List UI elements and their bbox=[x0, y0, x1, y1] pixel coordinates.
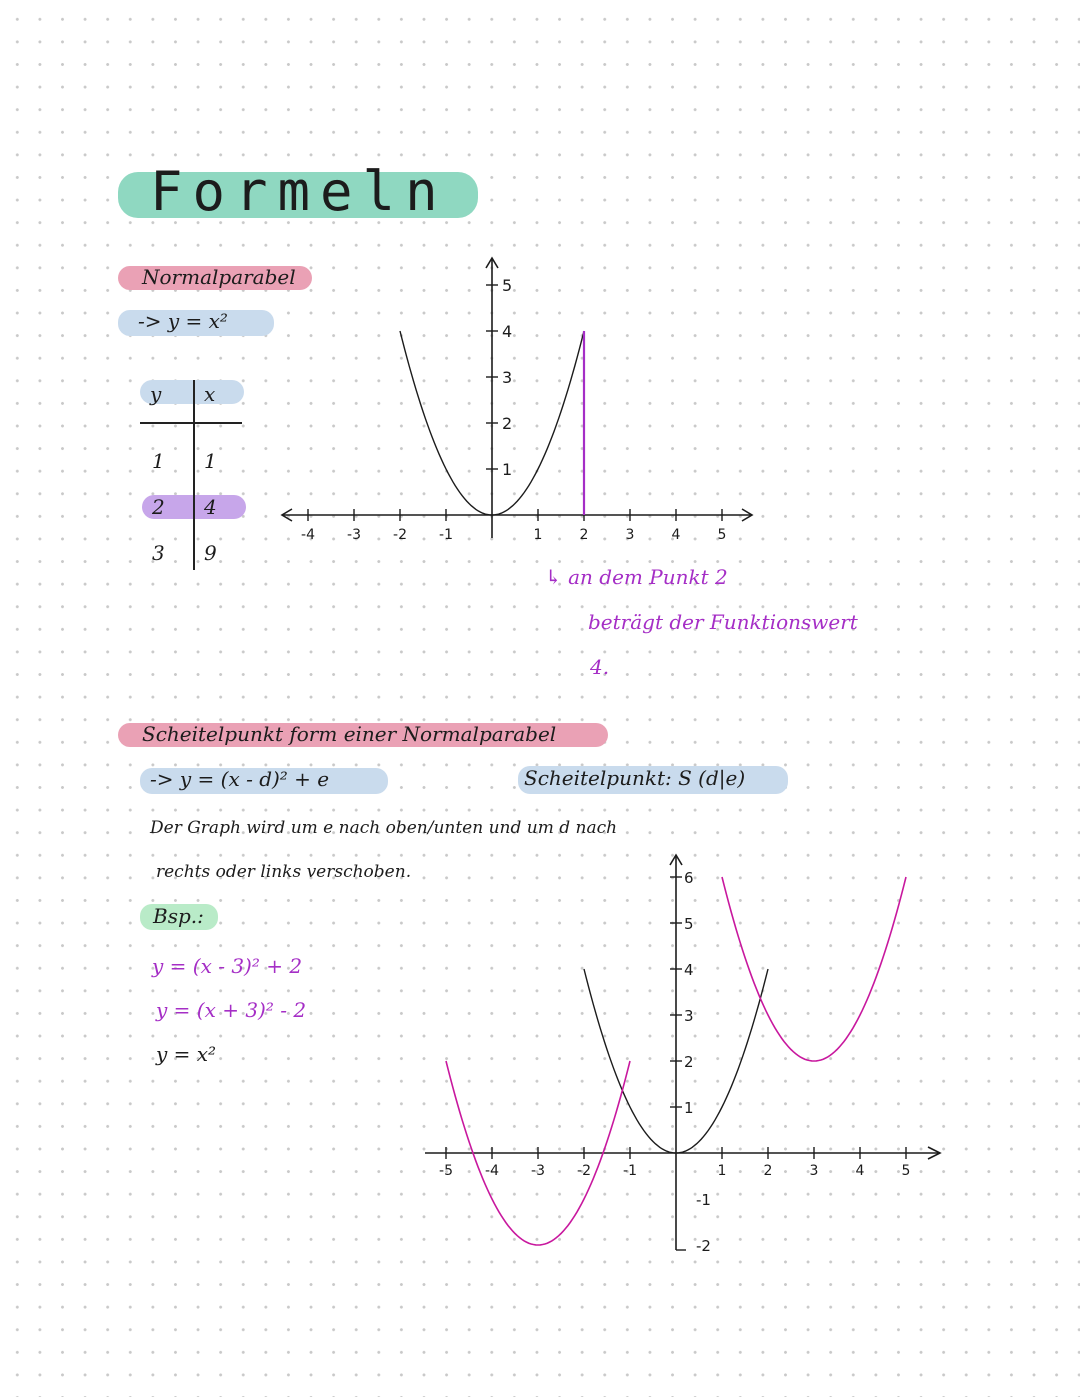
x-tick-label: -3 bbox=[531, 1163, 545, 1179]
x-tick-label: -4 bbox=[301, 527, 315, 543]
x-tick-label: 5 bbox=[901, 1163, 911, 1179]
table-cell: 9 bbox=[204, 541, 217, 565]
table-cell: 1 bbox=[152, 449, 165, 473]
y-tick-label: 5 bbox=[502, 276, 513, 295]
example-label: Bsp.: bbox=[153, 904, 204, 928]
note-line-2: beträgt der Funktionswert bbox=[588, 610, 858, 634]
x-tick-label: -5 bbox=[439, 1163, 453, 1179]
x-tick-label: -2 bbox=[393, 527, 407, 543]
y-tick-label: -2 bbox=[696, 1237, 711, 1255]
table-cell: 2 bbox=[152, 495, 165, 519]
x-tick-label: -3 bbox=[347, 527, 361, 543]
x-tick-label: -1 bbox=[623, 1163, 637, 1179]
example-formula-3: y = x² bbox=[156, 1042, 217, 1066]
table-header-y: y bbox=[150, 382, 162, 406]
description-line-1: Der Graph wird um e nach oben/unten und um d nach bbox=[150, 818, 618, 838]
x-tick-label: 2 bbox=[763, 1163, 773, 1179]
y-tick-label: 2 bbox=[502, 414, 513, 433]
x-tick-label: 3 bbox=[809, 1163, 819, 1179]
x-tick-label: 4 bbox=[855, 1163, 865, 1179]
page-title: Formeln bbox=[150, 160, 448, 223]
table-cell: 4 bbox=[204, 495, 217, 519]
vertex-notation: Scheitelpunkt: S (d|e) bbox=[524, 766, 746, 790]
y-tick-label: -1 bbox=[696, 1191, 711, 1209]
x-tick-label: 1 bbox=[533, 527, 543, 543]
x-tick-label: 2 bbox=[579, 527, 589, 543]
x-tick-label: 4 bbox=[671, 527, 681, 543]
example-formula-1: y = (x - 3)² + 2 bbox=[152, 954, 303, 978]
y-tick-label: 5 bbox=[684, 915, 694, 933]
scheitelpunkt-heading: Scheitelpunkt form einer Normalparabel bbox=[142, 722, 557, 746]
x-tick-label: -2 bbox=[577, 1163, 591, 1179]
table-header-x: x bbox=[204, 382, 216, 406]
x-tick-label: 5 bbox=[717, 527, 727, 543]
description-line-2: rechts oder links verschoben. bbox=[156, 862, 412, 882]
table-cell: 3 bbox=[152, 541, 165, 565]
example-formula-2: y = (x + 3)² - 2 bbox=[156, 998, 307, 1022]
y-tick-label: 3 bbox=[684, 1007, 694, 1025]
note-line-3: 4. bbox=[590, 655, 610, 679]
x-tick-label: 1 bbox=[717, 1163, 727, 1179]
y-tick-label: 6 bbox=[684, 869, 694, 887]
y-tick-label: 1 bbox=[502, 460, 513, 479]
y-tick-label: 4 bbox=[502, 322, 513, 341]
table-cell: 1 bbox=[204, 449, 217, 473]
note-line-1: ↳ an dem Punkt 2 bbox=[545, 565, 728, 589]
x-tick-label: -1 bbox=[439, 527, 453, 543]
y-tick-label: 3 bbox=[502, 368, 513, 387]
normalparabel-heading: Normalparabel bbox=[142, 265, 296, 289]
x-tick-label: 3 bbox=[625, 527, 635, 543]
x-tick-label: -4 bbox=[485, 1163, 499, 1179]
y-tick-label: 1 bbox=[684, 1099, 694, 1117]
y-tick-label: 4 bbox=[684, 961, 694, 979]
scheitelpunkt-formula: -> y = (x - d)² + e bbox=[150, 767, 330, 791]
y-tick-label: 2 bbox=[684, 1053, 694, 1071]
normalparabel-formula: -> y = x² bbox=[138, 309, 228, 333]
